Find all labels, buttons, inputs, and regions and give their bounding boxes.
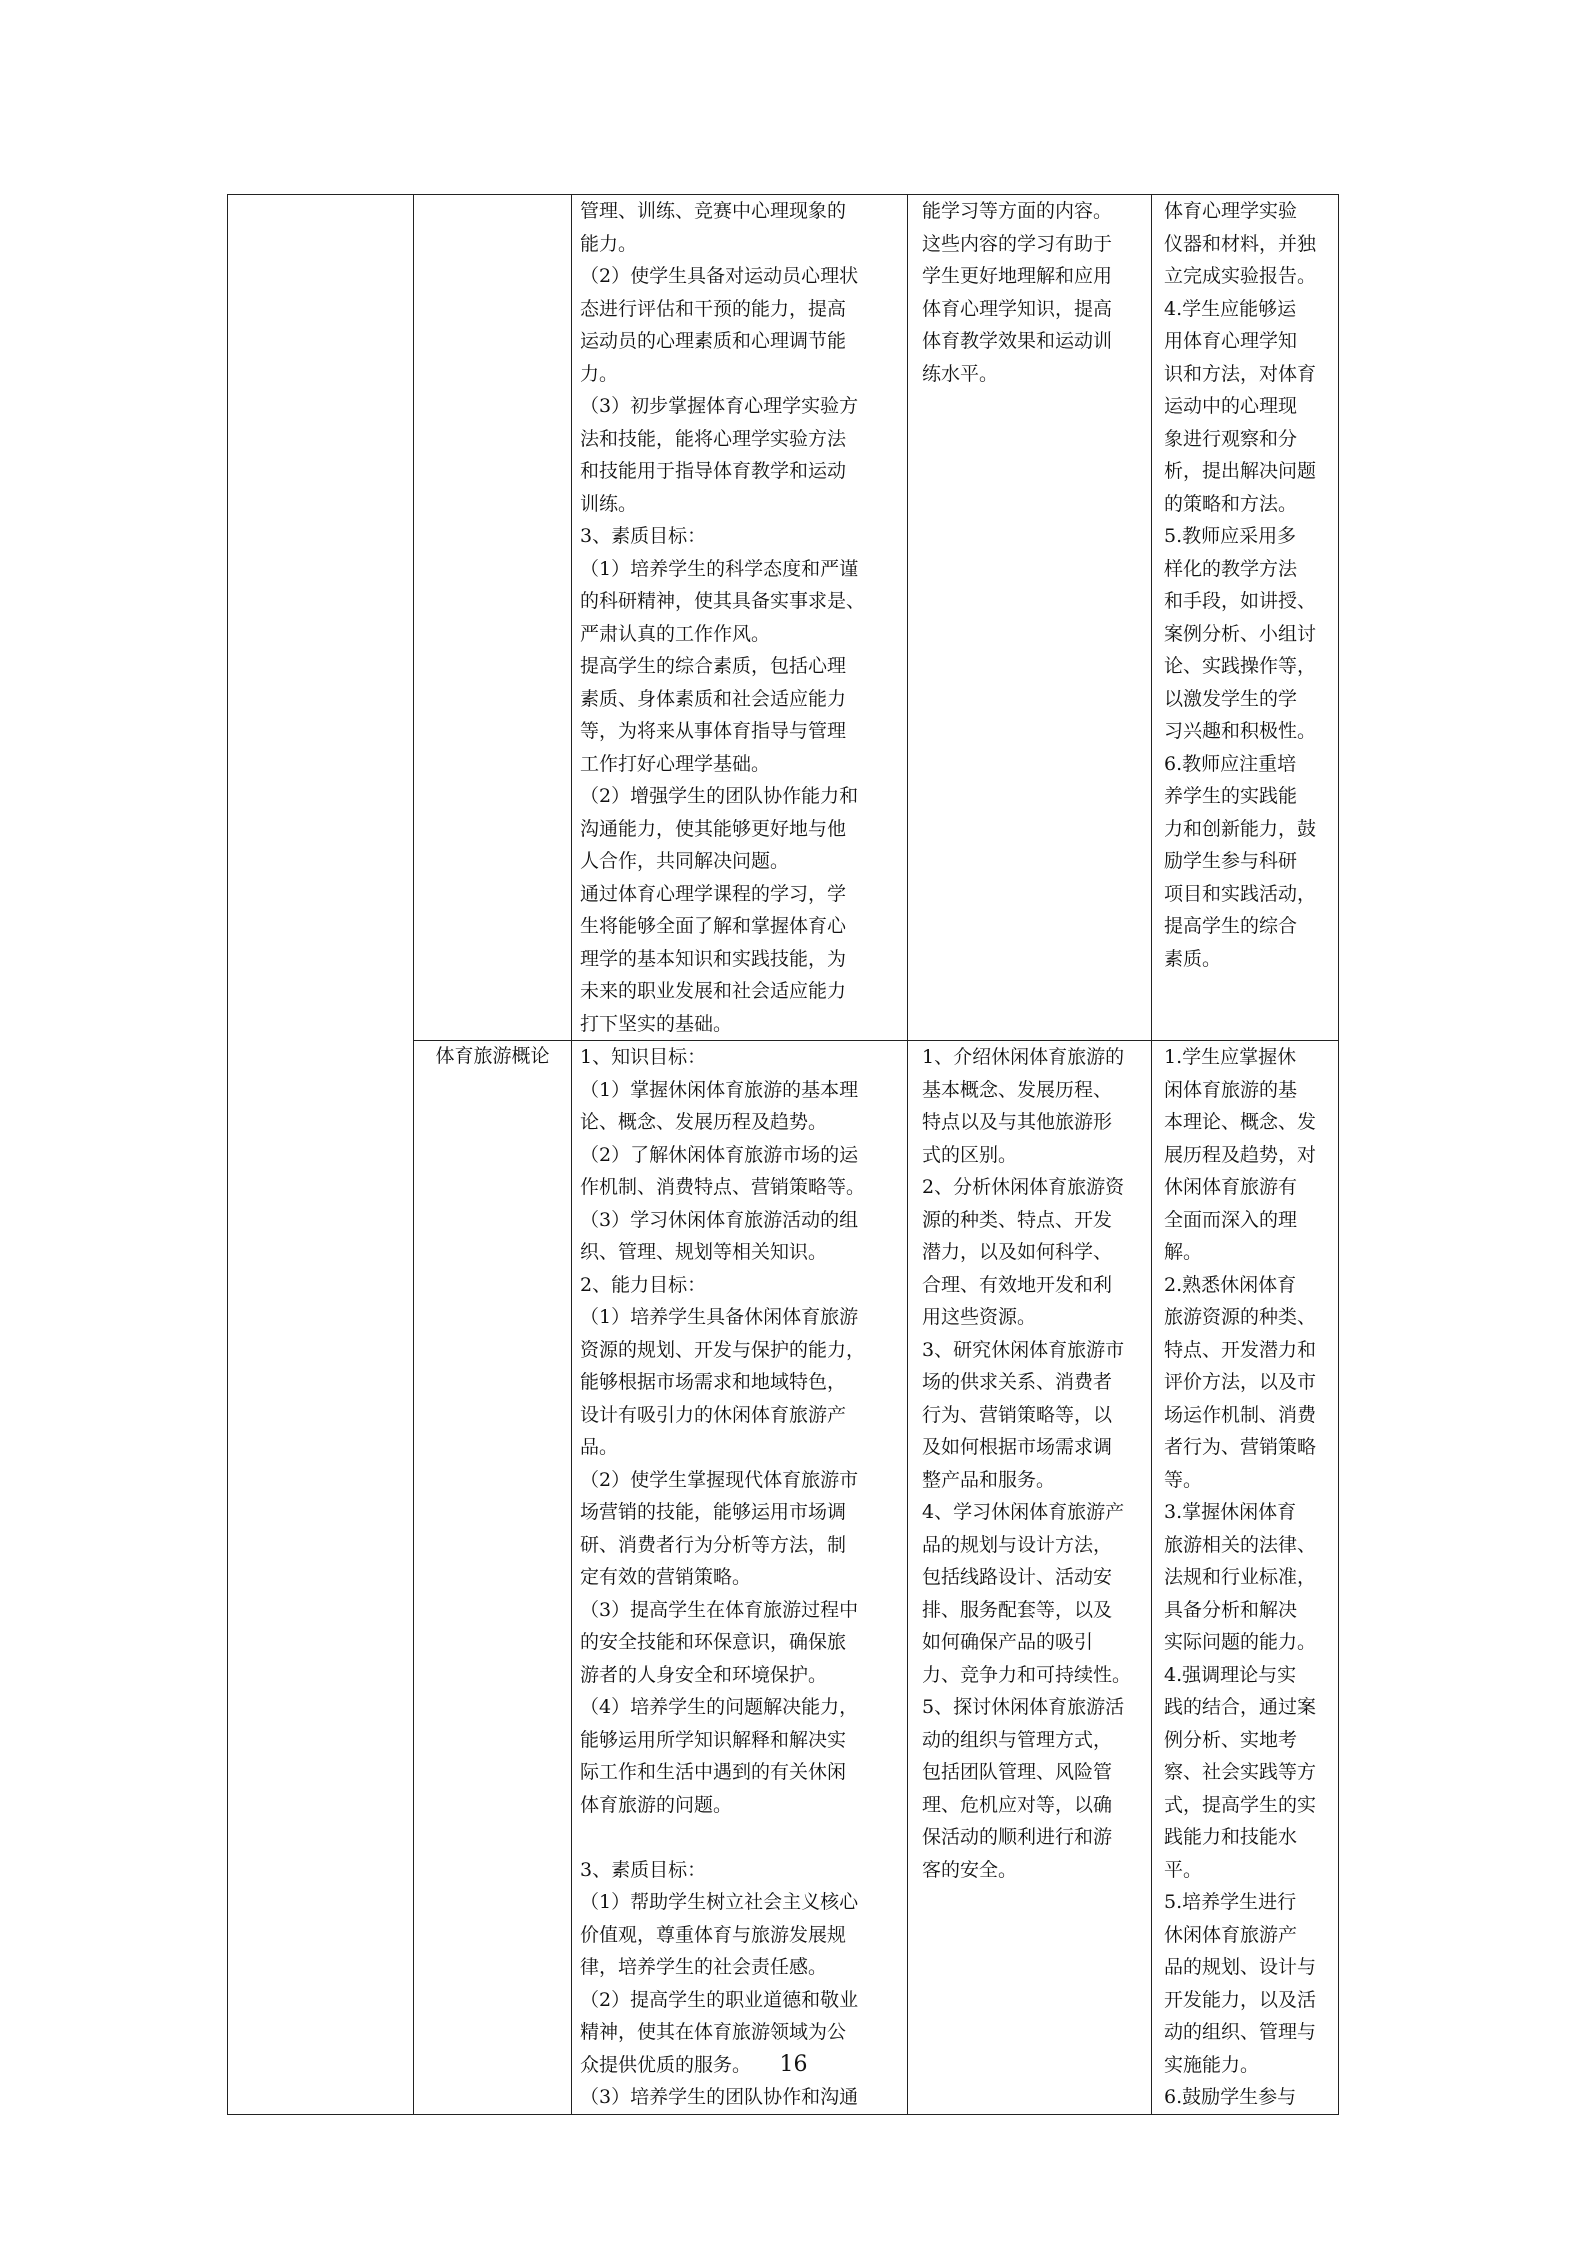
text-line: （1）培养学生的科学态度和严谨 <box>580 557 859 580</box>
text-line: 象进行观察和分 <box>1164 427 1298 450</box>
text-line: 1、知识目标： <box>580 1046 707 1068</box>
text-line: 理、危机应对等，以确 <box>922 1793 1113 1816</box>
text-line: 如何确保产品的吸引 <box>922 1631 1094 1653</box>
text-line: 游者的人身安全和环境保护。 <box>580 1663 828 1686</box>
text-line: 休闲体育旅游产 <box>1164 1923 1298 1946</box>
text-line: 6.教师应注重培 <box>1164 752 1297 775</box>
text-line: （2）使学生掌握现代体育旅游市 <box>580 1468 859 1491</box>
text-line: 包括团队管理、风险管 <box>922 1761 1113 1783</box>
text-line: 样化的教学方法 <box>1164 557 1298 580</box>
text-line: 能够根据市场需求和地域特色， <box>580 1371 847 1393</box>
text-line: 众提供优质的服务。 <box>580 2053 752 2076</box>
text-line: 运动员的心理素质和心理调节能 <box>580 330 847 352</box>
text-line: 这些内容的学习有助于 <box>922 232 1113 255</box>
text-line: （2）了解休闲体育旅游市场的运 <box>580 1143 859 1166</box>
text-line: 力和创新能力，鼓 <box>1164 817 1317 840</box>
text-line: 例分析、实地考 <box>1164 1728 1298 1751</box>
text-line: 立完成实验报告。 <box>1164 265 1317 287</box>
text-line: 2.熟悉休闲体育 <box>1164 1273 1297 1296</box>
text-line: 体育心理学实验 <box>1164 200 1298 222</box>
text-line: 闲体育旅游的基 <box>1164 1078 1298 1101</box>
requirements-cell <box>1152 195 1339 1041</box>
text-line: 场运作机制、消费 <box>1164 1403 1317 1426</box>
text-line: （1）培养学生具备休闲体育旅游 <box>580 1306 859 1328</box>
text-line: 源的种类、特点、开发 <box>922 1208 1113 1231</box>
text-line: 5、探讨休闲体育旅游活 <box>922 1696 1125 1718</box>
text-line: 析，提出解决问题 <box>1164 460 1317 482</box>
text-line: 践的结合，通过案 <box>1164 1696 1317 1718</box>
text-line: 品。 <box>580 1436 619 1458</box>
text-line: 特点、开发潜力和 <box>1164 1338 1317 1361</box>
text-line: 客的安全。 <box>922 1858 1018 1881</box>
text-line: （1）掌握休闲体育旅游的基本理 <box>580 1078 859 1101</box>
course-name-cell <box>414 1041 572 2115</box>
text-line: 特点以及与其他旅游形 <box>922 1111 1113 1133</box>
requirements-text <box>1152 195 1338 975</box>
text-line: 2、分析休闲体育旅游资 <box>922 1176 1125 1198</box>
text-line: 合理、有效地开发和利 <box>922 1273 1113 1296</box>
text-line: （2）提高学生的职业道德和敬业 <box>580 1988 859 2011</box>
text-line: 素质。 <box>1164 947 1222 970</box>
text-line: 案例分析、小组讨 <box>1164 622 1317 645</box>
text-line: 态进行评估和干预的能力，提高 <box>580 297 847 320</box>
text-line: （1）帮助学生树立社会主义核心 <box>580 1891 859 1913</box>
text-line: （3）初步掌握体育心理学实验方 <box>580 395 859 417</box>
objectives-text <box>572 195 907 1040</box>
text-line: 以激发学生的学 <box>1164 687 1298 710</box>
text-line: 休闲体育旅游有 <box>1164 1176 1298 1198</box>
text-line: 3、素质目标： <box>580 525 707 547</box>
text-line: 学生更好地理解和应用 <box>922 265 1113 287</box>
text-line: 和技能用于指导体育教学和运动 <box>580 460 847 482</box>
text-line: 4、学习休闲体育旅游产 <box>922 1501 1125 1523</box>
text-line: 3、研究休闲体育旅游市 <box>922 1338 1125 1361</box>
text-line: 整产品和服务。 <box>922 1468 1056 1491</box>
text-line: 研、消费者行为分析等方法，制 <box>580 1533 847 1556</box>
text-line: 作机制、消费特点、营销策略等。 <box>580 1176 866 1198</box>
text-line: 生将能够全面了解和掌握体育心 <box>580 915 847 937</box>
course-name-cell <box>414 195 572 1041</box>
objectives-text <box>572 1041 907 2114</box>
text-line: 体育旅游的问题。 <box>580 1793 733 1816</box>
text-line: 1.学生应掌握休 <box>1164 1046 1297 1068</box>
text-line: 训练。 <box>580 492 638 515</box>
text-line: 际工作和生活中遇到的有关休闲 <box>580 1761 847 1783</box>
text-line: 行为、营销策略等，以 <box>922 1403 1113 1426</box>
text-line: 工作打好心理学基础。 <box>580 752 771 775</box>
text-line: 的安全技能和环保意识，确保旅 <box>580 1631 847 1653</box>
text-line: 运动中的心理现 <box>1164 395 1298 417</box>
text-line: 3.掌握休闲体育 <box>1164 1501 1297 1523</box>
text-line: 动的组织与管理方式， <box>922 1728 1113 1751</box>
text-line: 能学习等方面的内容。 <box>922 200 1113 222</box>
text-line: 管理、训练、竞赛中心理现象的 <box>580 200 847 222</box>
text-line: 未来的职业发展和社会适应能力 <box>580 980 847 1002</box>
text-line: 5.培养学生进行 <box>1164 1891 1297 1913</box>
text-line: 察、社会实践等方 <box>1164 1761 1317 1783</box>
text-line: 包括线路设计、活动安 <box>922 1566 1113 1588</box>
text-line: 的科研精神，使其具备实事求是、 <box>580 590 866 612</box>
text-line: 排、服务配套等，以及 <box>922 1598 1113 1621</box>
text-line: 励学生参与科研 <box>1164 850 1298 872</box>
text-line: 践能力和技能水 <box>1164 1826 1298 1848</box>
text-line: 体育心理学知识，提高 <box>922 297 1113 320</box>
text-line: 动的组织、管理与 <box>1164 2021 1317 2043</box>
text-line: 提高学生的综合素质，包括心理 <box>580 655 847 677</box>
text-line: 全面而深入的理 <box>1164 1208 1298 1231</box>
text-line: 2、能力目标： <box>580 1273 707 1296</box>
text-line: 沟通能力，使其能够更好地与他 <box>580 817 847 840</box>
text-line: 4.学生应能够运 <box>1164 297 1297 320</box>
text-line: 论、概念、发展历程及趋势。 <box>580 1111 828 1133</box>
table-row <box>228 195 1339 1041</box>
text-line: 4.强调理论与实 <box>1164 1663 1297 1686</box>
text-line: 评价方法，以及市 <box>1164 1371 1317 1393</box>
text-line: 旅游资源的种类、 <box>1164 1306 1317 1328</box>
text-line: 精神，使其在体育旅游领域为公 <box>580 2021 847 2043</box>
category-cell <box>228 195 414 2115</box>
text-line: 理学的基本知识和实践技能，为 <box>580 947 847 970</box>
text-line: （2）使学生具备对运动员心理状 <box>580 265 859 287</box>
text-line: 基本概念、发展历程、 <box>922 1078 1113 1101</box>
text-line: 设计有吸引力的休闲体育旅游产 <box>580 1403 847 1426</box>
text-line: 价值观，尊重体育与旅游发展规 <box>580 1923 847 1946</box>
content-text <box>908 195 1151 390</box>
text-line: （3）培养学生的团队协作和沟通 <box>580 2086 859 2108</box>
text-line: 律，培养学生的社会责任感。 <box>580 1956 828 1978</box>
text-line: 法和技能，能将心理学实验方法 <box>580 427 847 450</box>
text-line: 养学生的实践能 <box>1164 785 1298 807</box>
text-line: 场营销的技能，能够运用市场调 <box>580 1501 847 1523</box>
text-line: 等，为将来从事体育指导与管理 <box>580 720 847 742</box>
text-line: 6.鼓励学生参与 <box>1164 2086 1297 2108</box>
text-line: 解。 <box>1164 1241 1203 1263</box>
text-line: 仪器和材料，并独 <box>1164 232 1317 255</box>
text-line: 法规和行业标准， <box>1164 1566 1317 1588</box>
objectives-cell <box>572 1041 908 2115</box>
text-line: 1、介绍休闲体育旅游的 <box>922 1046 1125 1068</box>
text-line: 能够运用所学知识解释和解决实 <box>580 1728 847 1751</box>
content-cell <box>908 195 1152 1041</box>
text-line: 品的规划、设计与 <box>1164 1956 1317 1978</box>
text-line: 资源的规划、开发与保护的能力， <box>580 1338 866 1361</box>
text-line: 场的供求关系、消费者 <box>922 1371 1113 1393</box>
text-line: 论、实践操作等， <box>1164 655 1317 677</box>
text-line: 式，提高学生的实 <box>1164 1793 1317 1816</box>
text-line: 旅游相关的法律、 <box>1164 1533 1317 1556</box>
text-line: 严肃认真的工作作风。 <box>580 622 771 645</box>
text-line: （3）学习休闲体育旅游活动的组 <box>580 1208 859 1231</box>
text-line: （3）提高学生在体育旅游过程中 <box>580 1598 859 1621</box>
text-line: 体育教学效果和运动训 <box>922 330 1113 352</box>
requirements-cell <box>1152 1041 1339 2115</box>
text-line: 本理论、概念、发 <box>1164 1111 1317 1133</box>
text-line: 通过体育心理学课程的学习，学 <box>580 882 847 905</box>
text-line <box>580 1821 903 1854</box>
objectives-cell <box>572 195 908 1041</box>
text-line: 等。 <box>1164 1468 1203 1491</box>
text-line: 保活动的顺利进行和游 <box>922 1826 1113 1848</box>
text-line: 织、管理、规划等相关知识。 <box>580 1241 828 1263</box>
text-line: 定有效的营销策略。 <box>580 1566 752 1588</box>
content-text <box>908 1041 1151 1886</box>
text-line: 力、竞争力和可持续性。 <box>922 1663 1132 1686</box>
text-line: 品的规划与设计方法， <box>922 1533 1113 1556</box>
course-name: 体育旅游概论 <box>435 1045 550 1067</box>
requirements-text <box>1152 1041 1338 2114</box>
text-line: 式的区别。 <box>922 1143 1018 1166</box>
text-line: 识和方法，对体育 <box>1164 362 1317 385</box>
text-line: 力。 <box>580 362 619 385</box>
text-line: 平。 <box>1164 1858 1203 1881</box>
text-line: 和手段，如讲授、 <box>1164 590 1317 612</box>
text-line: 打下坚实的基础。 <box>580 1012 733 1035</box>
page-number: 16 <box>779 2052 808 2077</box>
text-line: 开发能力，以及活 <box>1164 1988 1317 2011</box>
text-line: 用体育心理学知 <box>1164 330 1298 352</box>
text-line: 3、素质目标： <box>580 1858 707 1881</box>
text-line: 实施能力。 <box>1164 2053 1260 2076</box>
text-line: 具备分析和解决 <box>1164 1598 1298 1621</box>
text-line: 展历程及趋势，对 <box>1164 1143 1317 1166</box>
text-line: 及如何根据市场需求调 <box>922 1436 1113 1458</box>
text-line: 习兴趣和积极性。 <box>1164 720 1317 742</box>
text-line: （4）培养学生的问题解决能力， <box>580 1696 859 1718</box>
text-line: 素质、身体素质和社会适应能力 <box>580 687 847 710</box>
text-line: 提高学生的综合 <box>1164 915 1298 937</box>
course-table <box>227 194 1339 2115</box>
text-line: 能力。 <box>580 232 638 255</box>
content-cell <box>908 1041 1152 2115</box>
text-line: 项目和实践活动， <box>1164 882 1317 905</box>
text-line: 用这些资源。 <box>922 1306 1037 1328</box>
text-line: 练水平。 <box>922 362 999 385</box>
text-line: 5.教师应采用多 <box>1164 525 1297 547</box>
text-line: 者行为、营销策略 <box>1164 1436 1317 1458</box>
text-line: 的策略和方法。 <box>1164 492 1298 515</box>
text-line: 潜力，以及如何科学、 <box>922 1241 1113 1263</box>
text-line: 人合作，共同解决问题。 <box>580 850 790 872</box>
text-line: 实际问题的能力。 <box>1164 1631 1317 1653</box>
text-line: （2）增强学生的团队协作能力和 <box>580 785 859 807</box>
